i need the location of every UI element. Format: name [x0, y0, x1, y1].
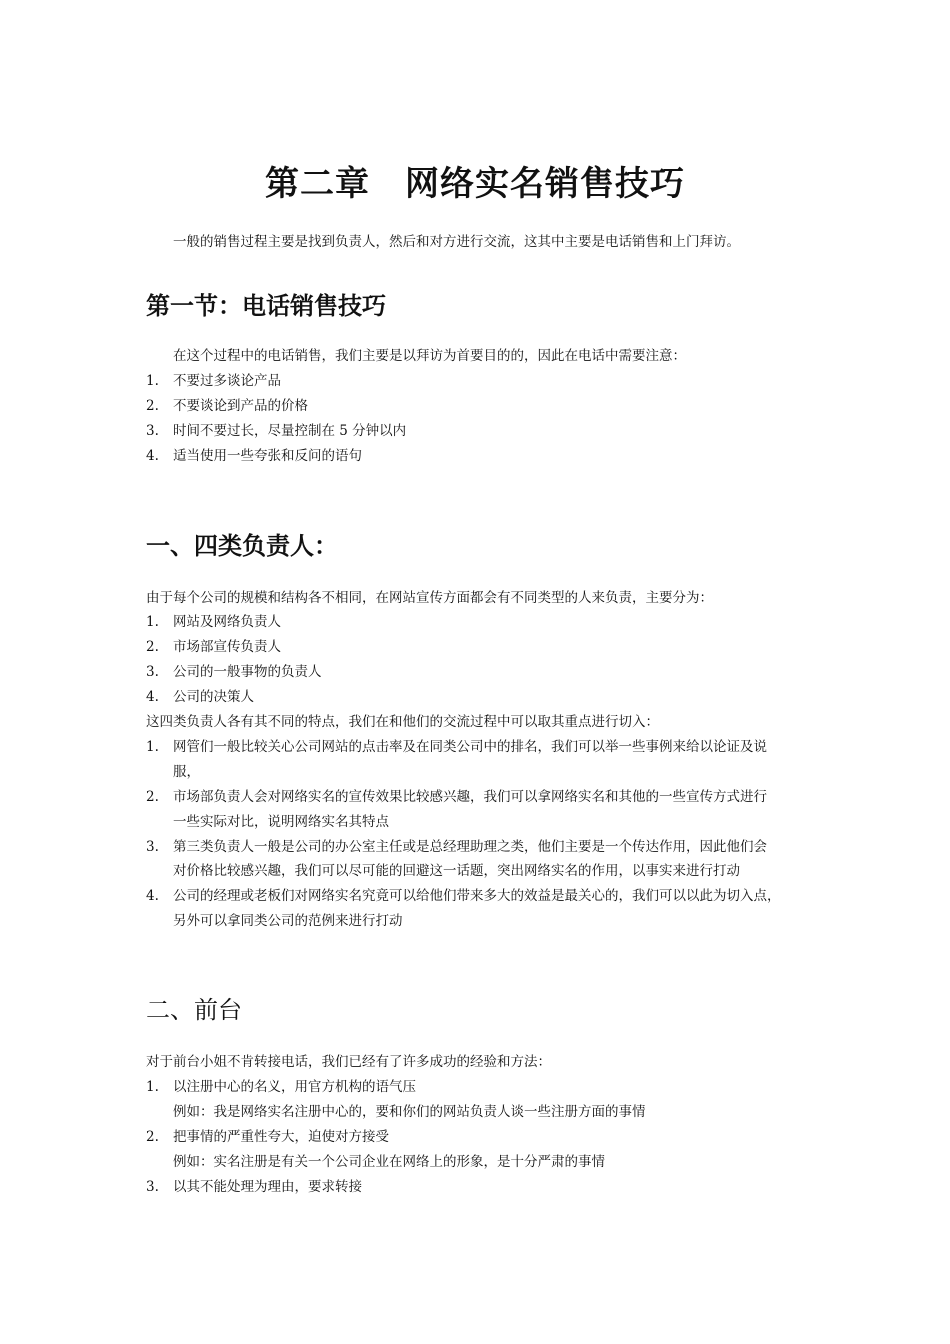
list-number: 1.	[146, 614, 159, 630]
list-number: 2.	[146, 398, 159, 414]
list-item: 第三类负责人一般是公司的办公室主任或是总经理助理之类，他们主要是一个传达作用，因此他们会	[173, 839, 767, 855]
list-item: 不要过多谈论产品	[173, 373, 281, 389]
list-item: 把事情的严重性夸大，迫使对方接受	[173, 1129, 389, 1145]
list-item-continuation: 一些实际对比，说明网络实名其特点	[173, 814, 389, 830]
section2-lead: 由于每个公司的规模和结构各不相同，在网站宣传方面都会有不同类型的人来负责，主要分为：	[146, 590, 713, 606]
list-item: 公司的决策人	[173, 689, 254, 705]
list-item: 市场部负责人会对网络实名的宣传效果比较感兴趣，我们可以拿网络实名和其他的一些宣传方式进行	[173, 789, 767, 805]
list-item-continuation: 服，	[173, 764, 200, 780]
list-number: 2.	[146, 639, 159, 655]
section2-lead2: 这四类负责人各有其不同的特点，我们在和他们的交流过程中可以取其重点进行切入：	[146, 714, 659, 730]
example-line: 例如：我是网络实名注册中心的，要和你们的网站负责人谈一些注册方面的事情	[173, 1104, 646, 1120]
list-item: 公司的经理或老板们对网络实名究竟可以给他们带来多大的效益是最关心的，我们可以以此为切入点，	[173, 888, 781, 904]
section3-lead: 对于前台小姐不肯转接电话，我们已经有了许多成功的经验和方法：	[146, 1054, 551, 1070]
list-number: 2.	[146, 789, 159, 805]
list-number: 2.	[146, 1129, 159, 1145]
chapter-title: 第二章 网络实名销售技巧	[265, 164, 685, 204]
section1-lead: 在这个过程中的电话销售，我们主要是以拜访为首要目的的，因此在电话中需要注意：	[173, 348, 686, 364]
list-number: 1.	[146, 373, 159, 389]
list-item: 市场部宣传负责人	[173, 639, 281, 655]
list-item: 适当使用一些夸张和反问的语句	[173, 448, 362, 464]
list-item: 时间不要过长，尽量控制在 5 分钟以内	[173, 423, 407, 439]
list-item: 网站及网络负责人	[173, 614, 281, 630]
list-number: 3.	[146, 664, 159, 680]
list-number: 4.	[146, 448, 159, 464]
list-item: 以其不能处理为理由，要求转接	[173, 1179, 362, 1195]
list-number: 3.	[146, 839, 159, 855]
list-item: 网管们一般比较关心公司网站的点击率及在同类公司中的排名，我们可以举一些事例来给以论证及说	[173, 739, 767, 755]
list-item: 以注册中心的名义，用官方机构的语气压	[173, 1079, 416, 1095]
example-line: 例如：实名注册是有关一个公司企业在网络上的形象，是十分严肃的事情	[173, 1154, 605, 1170]
list-item-continuation: 对价格比较感兴趣，我们可以尽可能的回避这一话题，突出网络实名的作用，以事实来进行打动	[173, 863, 740, 879]
list-number: 4.	[146, 689, 159, 705]
list-number: 3.	[146, 1179, 159, 1195]
section-heading-phone-sales: 第一节：电话销售技巧	[146, 291, 386, 320]
list-number: 4.	[146, 888, 159, 904]
list-item: 公司的一般事物的负责人	[173, 664, 322, 680]
list-number: 1.	[146, 1079, 159, 1095]
list-item: 不要谈论到产品的价格	[173, 398, 308, 414]
list-number: 3.	[146, 423, 159, 439]
intro-paragraph: 一般的销售过程主要是找到负责人，然后和对方进行交流，这其中主要是电话销售和上门拜访。	[173, 234, 740, 250]
section-heading-front-desk: 二、前台	[146, 996, 242, 1024]
section-heading-four-types: 一、四类负责人：	[146, 531, 338, 560]
list-number: 1.	[146, 739, 159, 755]
list-item-continuation: 另外可以拿同类公司的范例来进行打动	[173, 913, 403, 929]
